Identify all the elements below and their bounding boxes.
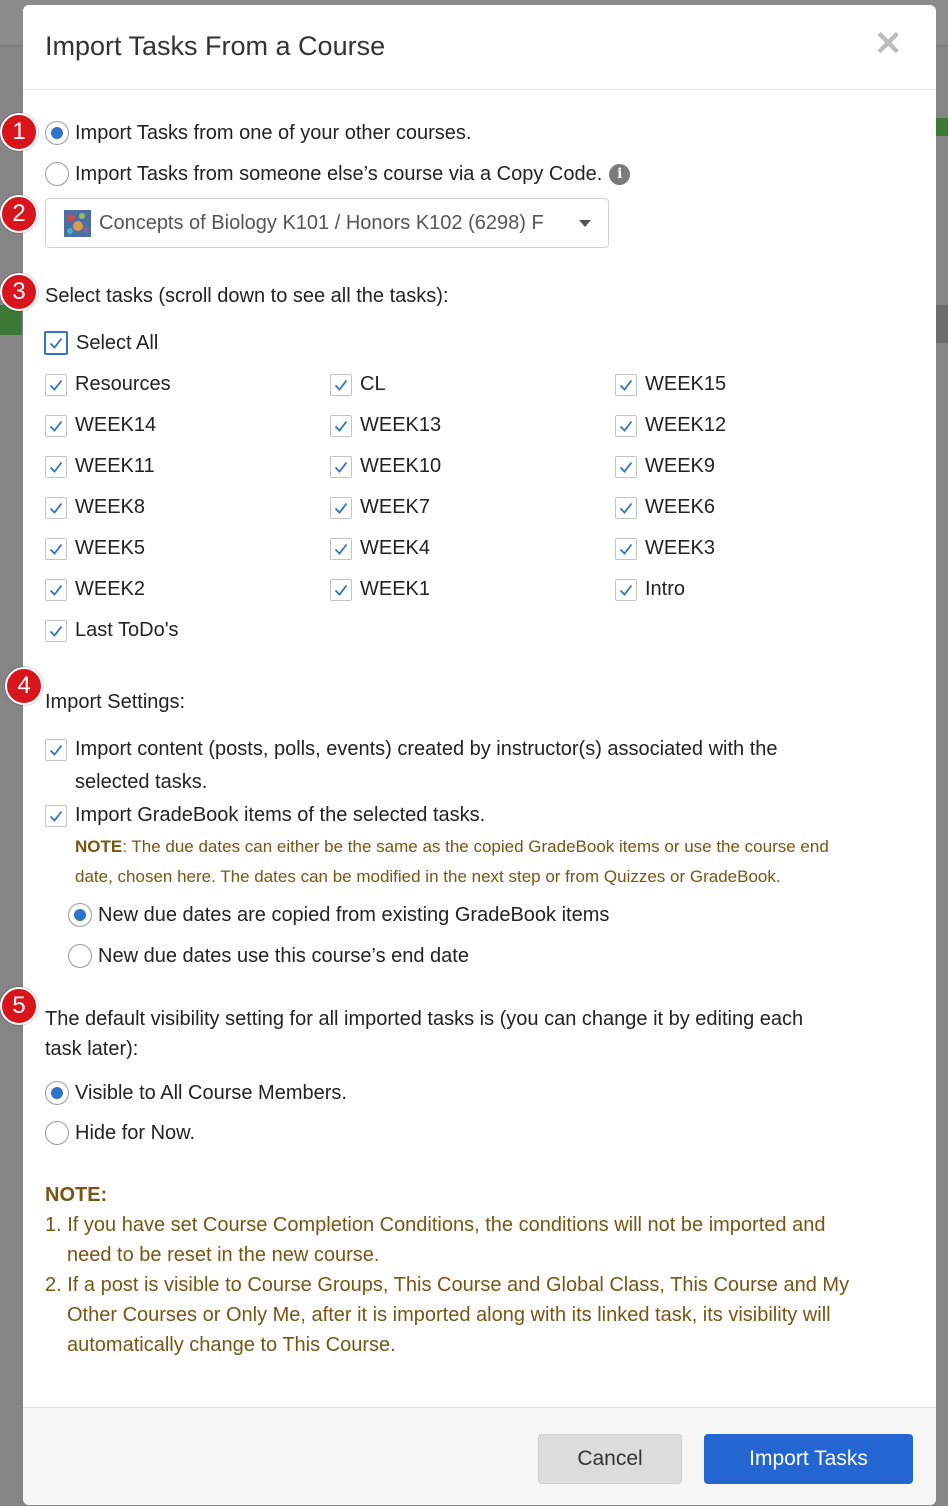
checkbox-checked-icon[interactable] [45, 415, 67, 437]
checkbox-checked-icon[interactable] [615, 374, 637, 396]
bottom-note-item2-line1: 2. If a post is visible to Course Groups, This Course and Global Class, This Course and My [45, 1274, 850, 1296]
task-checkbox-label: WEEK11 [75, 455, 155, 477]
chevron-down-icon [579, 220, 591, 227]
radio-selected-icon[interactable] [68, 903, 92, 927]
task-checkbox-label: Last ToDo's [75, 619, 179, 641]
task-checkbox[interactable] [45, 414, 156, 437]
course-thumbnail-icon [64, 210, 91, 237]
checkbox-checked-icon[interactable] [615, 497, 637, 519]
task-checkbox[interactable] [45, 455, 155, 478]
import-tasks-dialog [23, 5, 936, 1505]
visibility-hide-label: Hide for Now. [75, 1121, 196, 1144]
task-checkbox[interactable] [45, 578, 145, 601]
due-dates-copied-label: New due dates are copied from existing GradeBook items [98, 903, 610, 926]
checkbox-checked-icon[interactable] [45, 739, 67, 761]
dialog-body [23, 91, 936, 1407]
import-tasks-button[interactable]: Import Tasks [704, 1434, 913, 1484]
task-checkbox-label: WEEK15 [645, 373, 727, 395]
import-content-checkbox[interactable] [45, 738, 778, 761]
task-checkbox[interactable] [330, 537, 430, 560]
radio-selected-icon[interactable] [45, 1081, 69, 1105]
task-checkbox-label: WEEK6 [645, 496, 716, 518]
task-checkbox-label: WEEK12 [645, 414, 727, 436]
task-checkbox[interactable] [330, 414, 441, 437]
dialog-header [23, 5, 936, 90]
task-checkbox-label: WEEK2 [75, 578, 146, 600]
task-checkbox[interactable] [45, 619, 179, 642]
checkbox-checked-icon[interactable] [45, 538, 67, 560]
task-checkbox-label: WEEK13 [360, 414, 442, 436]
task-checkbox-label: WEEK3 [645, 537, 716, 559]
dialog-footer [23, 1407, 936, 1505]
course-select[interactable] [45, 198, 609, 248]
tasks-heading: Select tasks (scroll down to see all the tasks): [45, 285, 449, 307]
task-checkbox[interactable] [330, 496, 430, 519]
task-checkbox[interactable] [615, 414, 726, 437]
checkbox-checked-icon[interactable] [45, 456, 67, 478]
checkbox-checked-icon[interactable] [45, 579, 67, 601]
bottom-note-item1-line1: 1. If you have set Course Completion Conditions, the conditions will not be imported and [45, 1214, 826, 1236]
task-checkbox-label: WEEK4 [360, 537, 431, 559]
task-checkbox[interactable] [615, 578, 685, 601]
course-select-value: Concepts of Biology K101 / Honors K102 (6298) F [99, 211, 544, 234]
checkbox-checked-icon[interactable] [330, 374, 352, 396]
background-grey-block [934, 305, 948, 343]
radio-selected-icon[interactable] [45, 121, 69, 145]
dialog-title: Import Tasks From a Course [45, 31, 386, 61]
checkbox-checked-icon[interactable] [615, 538, 637, 560]
task-checkbox[interactable] [615, 496, 715, 519]
visibility-hide-option[interactable] [45, 1121, 195, 1145]
bottom-note [45, 1180, 925, 1360]
task-checkbox[interactable] [330, 578, 430, 601]
checkbox-checked-icon[interactable] [45, 374, 67, 396]
step-badge-4: 4 [5, 667, 43, 705]
checkbox-checked-icon[interactable] [330, 538, 352, 560]
task-checkbox[interactable] [615, 537, 715, 560]
due-dates-copied-option[interactable] [68, 903, 609, 927]
checkbox-checked-icon[interactable] [330, 497, 352, 519]
task-checkbox[interactable] [615, 373, 726, 396]
task-checkbox-label: WEEK14 [75, 414, 157, 436]
background-strip [934, 118, 948, 136]
due-date-note-label: NOTE [75, 837, 123, 856]
checkbox-checked-icon[interactable] [45, 805, 67, 827]
import-gradebook-checkbox[interactable] [45, 804, 485, 827]
bottom-note-label: NOTE: [45, 1184, 108, 1206]
task-checkbox-label: WEEK9 [645, 455, 716, 477]
cancel-button[interactable]: Cancel [538, 1434, 682, 1484]
visibility-heading-line1: The default visibility setting for all imported tasks is (you can change it by editing each [45, 1008, 804, 1030]
close-icon[interactable]: ✕ [874, 25, 903, 63]
select-all-label: Select All [76, 331, 159, 354]
task-checkbox[interactable] [45, 496, 145, 519]
import-content-label-cont: selected tasks. [75, 771, 208, 793]
task-checkbox-label: WEEK1 [360, 578, 431, 600]
step-badge-5: 5 [0, 987, 38, 1025]
radio-icon[interactable] [68, 944, 92, 968]
visibility-heading-line2: task later): [45, 1038, 139, 1060]
task-checkbox-label: WEEK7 [360, 496, 431, 518]
info-icon[interactable]: i [609, 164, 630, 185]
due-date-note [75, 832, 925, 892]
task-checkbox-label: WEEK5 [75, 537, 146, 559]
source-option-own-label: Import Tasks from one of your other courses. [75, 121, 472, 144]
visibility-all-label: Visible to All Course Members. [75, 1081, 347, 1104]
step-badge-2: 2 [0, 195, 38, 233]
select-all-checkbox[interactable] [44, 331, 158, 355]
task-checkbox[interactable] [45, 537, 145, 560]
radio-icon[interactable] [45, 162, 69, 186]
task-checkbox[interactable] [330, 373, 386, 396]
bottom-note-item2-line2: Other Courses or Only Me, after it is imported along with its linked task, its visibility will [67, 1304, 831, 1326]
source-option-copy-code-label: Import Tasks from someone else’s course via a Copy Code. [75, 162, 603, 185]
source-option-copy-code[interactable] [45, 162, 630, 186]
task-checkbox-label: Resources [75, 373, 171, 395]
checkbox-checked-icon[interactable] [44, 331, 68, 355]
import-settings-heading: Import Settings: [45, 691, 186, 713]
due-dates-end-label: New due dates use this course’s end date [98, 944, 469, 967]
import-gradebook-label: Import GradeBook items of the selected tasks. [75, 804, 486, 826]
task-checkbox[interactable] [45, 373, 171, 396]
task-checkbox[interactable] [330, 455, 441, 478]
due-dates-end-option[interactable] [68, 944, 469, 968]
visibility-heading [45, 1004, 905, 1064]
checkbox-checked-icon[interactable] [45, 497, 67, 519]
import-content-label: Import content (posts, polls, events) created by instructor(s) associated with the [75, 738, 778, 760]
step-badge-1: 1 [0, 113, 38, 151]
visibility-all-option[interactable] [45, 1081, 347, 1105]
checkbox-checked-icon[interactable] [330, 415, 352, 437]
task-checkbox-label: CL [360, 373, 386, 395]
step-badge-3: 3 [0, 273, 38, 311]
task-checkbox-label: WEEK10 [360, 455, 442, 477]
checkbox-checked-icon[interactable] [330, 579, 352, 601]
checkbox-checked-icon[interactable] [615, 579, 637, 601]
due-date-note-line2: date, chosen here. The dates can be modified in the next step or from Quizzes or GradeBook. [75, 867, 781, 886]
bottom-note-item1-line2: need to be reset in the new course. [67, 1244, 380, 1266]
task-checkbox-label: Intro [645, 578, 686, 600]
due-date-note-line1: : The due dates can either be the same as the copied GradeBook items or use the course end [122, 837, 829, 856]
radio-icon[interactable] [45, 1121, 69, 1145]
checkbox-checked-icon[interactable] [45, 620, 67, 642]
source-option-own[interactable] [45, 121, 471, 145]
task-checkbox[interactable] [615, 455, 715, 478]
checkbox-checked-icon[interactable] [615, 456, 637, 478]
checkbox-checked-icon[interactable] [615, 415, 637, 437]
checkbox-checked-icon[interactable] [330, 456, 352, 478]
bottom-note-item2-line3: automatically change to This Course. [67, 1334, 396, 1356]
task-checkbox-label: WEEK8 [75, 496, 146, 518]
